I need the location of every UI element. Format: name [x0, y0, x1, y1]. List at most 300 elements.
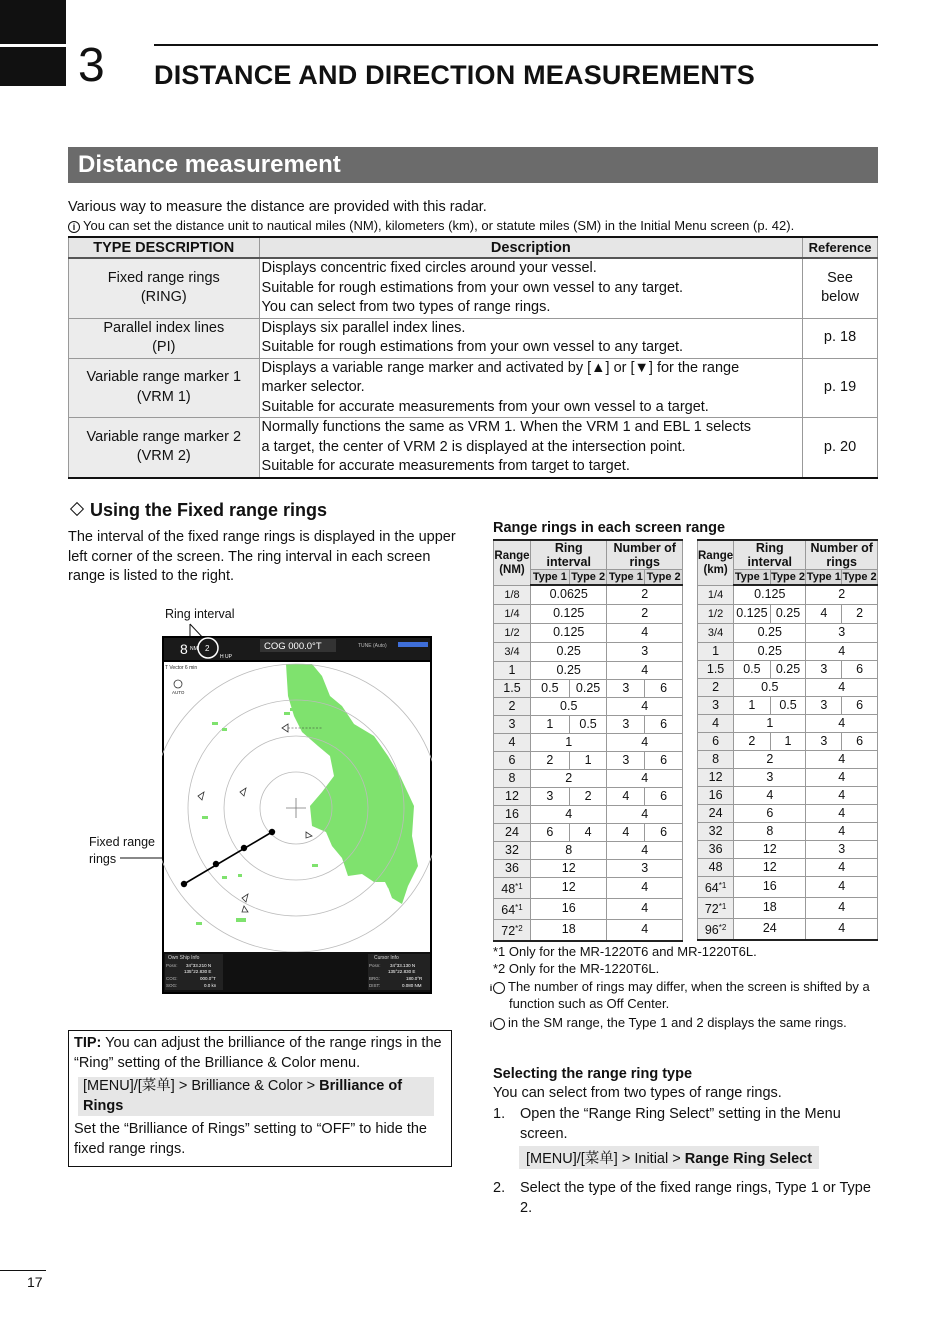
description-line: Normally functions the same as VRM 1. When the VRM 1 and EBL 1 selects: [261, 419, 751, 435]
own-ship-title: Own Ship Info: [168, 955, 200, 961]
count-cell: 4: [806, 786, 878, 804]
count-cell: 2: [607, 585, 683, 604]
count-cell: 4: [607, 841, 683, 859]
step-1: 1. Open the “Range Ring Select” setting in the Menu screen.: [493, 1106, 841, 1142]
count-cell: 6: [842, 696, 878, 714]
nm-range-header: Range (NM): [494, 540, 531, 585]
range-value: 32: [505, 842, 519, 857]
range-cell: [698, 714, 734, 732]
range-row: [698, 714, 878, 732]
interval-cell: 12: [734, 858, 806, 876]
page-number: 17: [27, 1274, 43, 1290]
range-value: 1/2: [504, 626, 520, 639]
own-posn-lon: 135°22.830 E: [184, 969, 212, 974]
range-value: 3: [712, 697, 720, 712]
range-value: 1/8: [504, 588, 520, 601]
interval-cell: 3: [734, 768, 806, 786]
count-cell: 6: [645, 787, 683, 805]
range-value: 64: [501, 902, 516, 917]
range-cell: [494, 642, 531, 661]
reference-line: See: [827, 269, 853, 286]
range-cell: [494, 751, 531, 769]
count-cell: 4: [806, 897, 878, 918]
range-row: [698, 918, 878, 940]
range-table-km: Range (km) Ring interval Number of rings Type 1 Type 2 Type 1 Type 2 1/4 0.125 2 1/2 0.125 0.25 4 2 3/4 0.25 3 1 0.25 4 1.5 0.5 0.25 3 6 2 0.5 4 3 1 0.5 3 6 4 1 4 6 2 1 3 6 8 2 4 12 3 4 16 4 4 24 6 4 32 8 4 36 12 3 48 12 4 64$^{*1}$ 16 4 72$^{*1}$ 18 4 96$^{*2}$ 24 4: [697, 539, 878, 941]
interval-cell: 0.25: [770, 604, 806, 623]
range-value: 1/2: [707, 607, 724, 620]
range-row: [494, 623, 683, 642]
interval-cell: 2: [530, 751, 569, 769]
range-cell: [494, 805, 531, 823]
range-value: 3: [508, 716, 516, 731]
range-cell: [494, 679, 531, 697]
own-posn-lat: 34°33.210 N: [186, 963, 212, 968]
interval-cell: 24: [734, 918, 806, 940]
interval-cell: 16: [734, 876, 806, 897]
cursor-posn-lat: 34°33.130 N: [390, 963, 416, 968]
table-header-type: TYPE DESCRIPTION: [69, 237, 260, 258]
reference-line: p. 18: [823, 329, 857, 346]
description-line: a target, the center of VRM 2 is displayed at the intersection point.: [261, 438, 686, 455]
interval-cell: 0.125: [530, 623, 606, 642]
count-cell: 4: [607, 661, 683, 679]
range-row: [494, 859, 683, 877]
tip-menu-path: [MENU]/[菜单] > Brilliance & Color > Brilliance of Rings: [78, 1077, 434, 1116]
interval-cell: 0.25: [734, 642, 806, 660]
count-cell: 4: [607, 919, 683, 941]
interval-cell: 1: [569, 751, 607, 769]
count-cell: 3: [607, 859, 683, 877]
range-cell: [698, 786, 734, 804]
range-cell: [698, 585, 734, 604]
range-value: 12: [708, 769, 723, 784]
range-value: 6: [712, 733, 720, 748]
description-line: Displays a variable range marker and activated by [▲] or [▼] for the range: [261, 359, 740, 376]
radar-mode: H UP: [220, 654, 232, 660]
range-row: [698, 623, 878, 642]
range-row: [494, 823, 683, 841]
range-cell: [698, 768, 734, 786]
range-cell: [698, 858, 734, 876]
range-cell: [494, 859, 531, 877]
range-value: 36: [505, 860, 519, 875]
count-cell: 4: [607, 623, 683, 642]
count-cell: 4: [607, 733, 683, 751]
interval-cell: 0.5: [770, 696, 806, 714]
label-fixed-range-rings: Fixed range rings: [89, 835, 156, 866]
count-cell: 4: [806, 804, 878, 822]
description-line: Suitable for rough estimations from your own vessel to any target.: [261, 279, 684, 296]
info-icon: i: [493, 982, 505, 994]
interval-cell: 16: [530, 898, 606, 919]
interval-cell: 18: [530, 919, 606, 941]
interval-cell: 3: [530, 787, 569, 805]
count-cell: 4: [607, 697, 683, 715]
range-value: 6: [508, 752, 516, 767]
interval-cell: 0.25: [734, 623, 806, 642]
interval-cell: 0.125: [734, 604, 770, 623]
range-row: [494, 733, 683, 751]
range-value: 3/4: [504, 645, 520, 658]
nm-number-of-rings-header: Number of rings: [607, 540, 683, 570]
range-cell: [698, 840, 734, 858]
radar-interval: 2: [205, 644, 210, 653]
count-cell: 4: [607, 769, 683, 787]
count-cell: 3: [607, 715, 645, 733]
count-cell: 3: [607, 642, 683, 661]
interval-cell: 0.125: [734, 585, 806, 604]
interval-cell: 2: [569, 787, 607, 805]
count-cell: 4: [806, 750, 878, 768]
svg-text:Posn:: Posn:: [369, 963, 381, 968]
interval-cell: 6: [530, 823, 569, 841]
interval-cell: 0.5: [530, 679, 569, 697]
radar-tune: TUNE (Auto): [358, 643, 387, 649]
range-cell: [494, 604, 531, 623]
count-cell: 3: [806, 840, 878, 858]
range-cell: [494, 787, 531, 805]
range-cell: [698, 623, 734, 642]
svg-text:SOG:: SOG:: [166, 983, 178, 988]
section-title: Distance measurement: [68, 147, 878, 183]
table-header-reference: Reference: [803, 237, 878, 258]
interval-cell: 6: [734, 804, 806, 822]
range-row: [494, 805, 683, 823]
interval-cell: 8: [734, 822, 806, 840]
range-value: 3/4: [707, 626, 724, 639]
table-header-description: Description: [259, 237, 803, 258]
range-cell: [494, 661, 531, 679]
interval-cell: 0.25: [770, 660, 806, 678]
count-cell: 4: [607, 823, 645, 841]
range-cell: [698, 604, 734, 623]
range-row: [494, 919, 683, 941]
footnote-marker: *1: [515, 881, 523, 891]
interval-cell: 0.5: [530, 697, 606, 715]
range-cell: [698, 750, 734, 768]
interval-cell: 0.5: [569, 715, 607, 733]
range-row: [698, 840, 878, 858]
footnote-1: *1 Only for the MR-1220T6 and MR-1220T6L.: [493, 944, 757, 959]
range-row: [698, 732, 878, 750]
range-value: 1/4: [504, 607, 520, 620]
range-cell: [494, 715, 531, 733]
radar-cog: COG 000.0°T: [264, 641, 322, 652]
interval-cell: 12: [734, 840, 806, 858]
count-cell: 4: [607, 787, 645, 805]
tip-text: TIP: You can adjust the brilliance of the range rings in the “Ring” setting of the Brilliance & Color menu.: [74, 1035, 442, 1071]
range-row: [494, 898, 683, 919]
own-cog: 000.0°T: [200, 976, 216, 981]
footnote-marker: *1: [718, 901, 727, 911]
range-value: 2: [712, 679, 720, 694]
range-cell: [494, 841, 531, 859]
own-sog: 0.0 kn: [204, 983, 217, 988]
count-cell: 4: [607, 805, 683, 823]
interval-cell: 12: [530, 877, 606, 898]
chapter-title: DISTANCE AND DIRECTION MEASUREMENTS: [154, 60, 756, 90]
interval-cell: 4: [734, 786, 806, 804]
svg-text:COG:: COG:: [166, 976, 178, 981]
range-cell: [494, 585, 531, 604]
range-row: [698, 604, 878, 623]
range-cell: [494, 623, 531, 642]
range-row: [698, 897, 878, 918]
range-cell: [494, 697, 531, 715]
range-cell: [698, 696, 734, 714]
interval-cell: 0.25: [530, 661, 606, 679]
reference-line: p. 19: [823, 379, 857, 395]
intro-text: Various way to measure the distance are provided with this radar.: [68, 199, 487, 215]
range-row: [494, 877, 683, 898]
range-row: [698, 768, 878, 786]
range-row: [494, 751, 683, 769]
range-row: [698, 660, 878, 678]
range-row: [698, 858, 878, 876]
range-cell: [698, 822, 734, 840]
chapter-number: 3: [78, 39, 105, 92]
range-value: 1: [712, 643, 720, 658]
range-value: 72: [704, 901, 719, 916]
type-line: (VRM 2): [136, 448, 191, 465]
range-cell: [494, 919, 531, 941]
count-cell: 4: [806, 604, 842, 623]
range-row: [494, 642, 683, 661]
intro-note: i You can set the distance unit to nautical miles (NM), kilometers (km), or statute miles (SM) in the Initial Menu screen (p. 42).: [68, 218, 794, 233]
interval-cell: 1: [530, 715, 569, 733]
interval-cell: 0.5: [734, 678, 806, 696]
range-cell: [698, 642, 734, 660]
range-row: [698, 642, 878, 660]
range-row: [494, 679, 683, 697]
type-line: (RING): [140, 289, 187, 306]
count-cell: 4: [607, 898, 683, 919]
count-cell: 3: [806, 660, 842, 678]
range-tables-title: Range rings in each screen range: [493, 520, 726, 536]
range-row: [494, 604, 683, 623]
interval-cell: 12: [530, 859, 606, 877]
radar-range-unit: NM: [190, 646, 198, 652]
count-cell: 2: [806, 585, 878, 604]
range-cell: [698, 876, 734, 897]
range-value: 4: [508, 734, 516, 749]
count-cell: 3: [806, 732, 842, 750]
count-cell: 4: [806, 918, 878, 940]
km-number-of-rings-header: Number of rings: [806, 540, 878, 570]
range-row: [698, 585, 878, 604]
range-cell: [698, 660, 734, 678]
range-value: 24: [708, 805, 723, 820]
count-cell: 6: [842, 660, 878, 678]
interval-cell: 1: [734, 696, 770, 714]
radar-auto: AUTO: [172, 690, 185, 695]
range-value: 2: [508, 698, 516, 713]
page-rule: [0, 1270, 46, 1271]
count-cell: 6: [842, 732, 878, 750]
range-row: [494, 769, 683, 787]
selecting-text: You can select from two types of range rings.: [493, 1085, 782, 1101]
reference-line: below: [821, 289, 859, 306]
count-cell: 6: [645, 823, 683, 841]
svg-text:BRG:: BRG:: [369, 976, 381, 981]
interval-cell: 4: [569, 823, 607, 841]
count-cell: 3: [607, 679, 645, 697]
range-value: 1: [508, 662, 516, 677]
cursor-dist: 0.080 NM: [402, 983, 422, 988]
range-row: [494, 661, 683, 679]
range-row: [494, 715, 683, 733]
subsection-paragraph: The interval of the fixed range rings is displayed in the upper left corner of the screen. The ring interval in each screen range is listed to the right.: [68, 529, 456, 584]
radar-vector: T Vector 6 min: [165, 665, 198, 671]
range-value: 1/4: [707, 588, 724, 601]
range-cell: [698, 678, 734, 696]
interval-cell: 2: [734, 732, 770, 750]
selecting-title: Selecting the range ring type: [493, 1066, 693, 1082]
count-cell: 6: [645, 751, 683, 769]
nm-ring-interval-header: Ring interval: [530, 540, 606, 570]
range-value: 48: [501, 881, 516, 896]
subsection-title: Using the Fixed range rings: [68, 500, 327, 521]
range-value: 64: [704, 880, 719, 895]
radar-range: 8: [180, 641, 188, 657]
range-ring-select-path: [MENU]/[菜单] > Initial > Range Ring Select: [519, 1146, 819, 1169]
range-row: [698, 876, 878, 897]
count-cell: 4: [806, 678, 878, 696]
interval-cell: 1: [770, 732, 806, 750]
interval-cell: 0.5: [734, 660, 770, 678]
type-line: Fixed range rings: [107, 269, 220, 286]
range-row: [698, 804, 878, 822]
range-value: 4: [712, 715, 720, 730]
footnote-marker: *1: [515, 902, 523, 912]
footnote-marker: *2: [515, 923, 523, 933]
range-value: 8: [712, 751, 720, 766]
count-cell: 4: [806, 822, 878, 840]
label-ring-interval: Ring interval: [165, 607, 235, 621]
range-row: [698, 786, 878, 804]
interval-cell: 0.125: [530, 604, 606, 623]
interval-cell: 2: [530, 769, 606, 787]
count-cell: 3: [806, 623, 878, 642]
count-cell: 6: [645, 679, 683, 697]
range-value: 96: [704, 922, 719, 937]
range-cell: [698, 897, 734, 918]
info-icon: i: [493, 1018, 505, 1030]
range-row: [698, 822, 878, 840]
interval-cell: 1: [734, 714, 806, 732]
range-value: 12: [505, 788, 519, 803]
reference-line: p. 20: [823, 438, 857, 455]
cursor-info-title: Cursor Info: [374, 955, 399, 961]
description-line: Displays concentric fixed circles around your vessel.: [261, 260, 597, 276]
range-value: 24: [505, 824, 519, 839]
range-value: 8: [508, 770, 516, 785]
range-table-nm: Range (NM) Ring interval Number of rings Type 1 Type 2 Type 1 Type 2 1/8 0.0625 2 1/4 0.125 2 1/2 0.125 4 3/4 0.25 3 1 0.25 4 1.5 0.5 0.25 3 6 2 0.5 4 3 1 0.5 3 6 4 1 4 6 2 1 3 6 8 2 4 12 3 2 4 6 16 4 4 24 6 4 4 6 32 8 4 36 12 3 48$^{*1}$ 12 4 64$^{*1}$ 16 4 72$^{*2}$ 18 4: [493, 539, 683, 942]
count-cell: 2: [607, 604, 683, 623]
note-rings-differ: i The number of rings may differ, when the screen is shifted by a function such as Off Center.: [489, 979, 870, 1011]
range-value: 72: [501, 923, 516, 938]
count-cell: 6: [645, 715, 683, 733]
range-cell: [698, 732, 734, 750]
svg-text:DIST:: DIST:: [369, 983, 381, 988]
km-ring-interval-header: Ring interval: [734, 540, 806, 570]
range-value: 1.5: [706, 661, 725, 676]
svg-text:Posn:: Posn:: [166, 963, 178, 968]
range-row: [698, 678, 878, 696]
description-line: Suitable for rough estimations from your own vessel to any target.: [261, 339, 684, 355]
range-value: 1.5: [503, 680, 521, 695]
radar-screenshot: [162, 636, 432, 994]
range-value: 16: [505, 806, 519, 821]
count-cell: 3: [806, 696, 842, 714]
range-cell: [494, 769, 531, 787]
range-row: [494, 697, 683, 715]
count-cell: 3: [607, 751, 645, 769]
tip-text-2: Set the “Brilliance of Rings” setting to “OFF” to hide the fixed range rings.: [74, 1121, 427, 1157]
count-cell: 4: [806, 714, 878, 732]
range-value: 32: [708, 823, 723, 838]
range-value: 36: [708, 841, 723, 856]
interval-cell: 18: [734, 897, 806, 918]
type-line: Variable range marker 1: [86, 369, 242, 386]
interval-cell: 0.25: [569, 679, 607, 697]
range-value: 48: [708, 859, 723, 874]
interval-cell: 0.25: [530, 642, 606, 661]
footnote-marker: *2: [718, 922, 727, 932]
range-cell: [698, 918, 734, 940]
info-icon: i: [68, 221, 80, 233]
description-line: Suitable for accurate measurements from your own vessel to a target.: [261, 398, 709, 415]
interval-cell: 0.0625: [530, 585, 606, 604]
note-sm-range: i in the SM range, the Type 1 and 2 displays the same rings.: [489, 1015, 847, 1030]
interval-cell: 2: [734, 750, 806, 768]
range-row: [494, 787, 683, 805]
interval-cell: 8: [530, 841, 606, 859]
count-cell: 4: [607, 877, 683, 898]
footnote-marker: *1: [718, 880, 727, 890]
description-line: Displays six parallel index lines.: [261, 319, 466, 336]
count-cell: 4: [806, 642, 878, 660]
km-range-header: Range (km): [698, 540, 734, 585]
range-cell: [494, 877, 531, 898]
range-value: 16: [708, 787, 723, 802]
range-cell: [494, 733, 531, 751]
footnote-2: *2 Only for the MR-1220T6L.: [493, 961, 660, 976]
description-line: You can select from two types of range rings.: [261, 299, 551, 315]
range-cell: [494, 898, 531, 919]
count-cell: 2: [842, 604, 878, 623]
count-cell: 4: [806, 876, 878, 897]
count-cell: 4: [806, 768, 878, 786]
description-line: Suitable for accurate measurements from target to target.: [261, 458, 630, 474]
type-line: (PI): [152, 339, 176, 355]
cursor-posn-lon: 135°22.830 E: [388, 969, 416, 974]
cursor-brg: 180.0°R: [406, 976, 423, 981]
range-cell: [698, 804, 734, 822]
step-2: 2. Select the type of the fixed range rings, Type 1 or Type 2.: [493, 1180, 871, 1216]
count-cell: 4: [806, 858, 878, 876]
interval-cell: 4: [530, 805, 606, 823]
range-row: [494, 585, 683, 604]
range-row: [698, 750, 878, 768]
description-line: marker selector.: [261, 379, 365, 395]
range-cell: [494, 823, 531, 841]
type-line: Parallel index lines: [103, 319, 225, 336]
range-row: [494, 841, 683, 859]
type-line: (VRM 1): [136, 388, 191, 405]
type-line: Variable range marker 2: [86, 428, 242, 445]
interval-cell: 1: [530, 733, 606, 751]
